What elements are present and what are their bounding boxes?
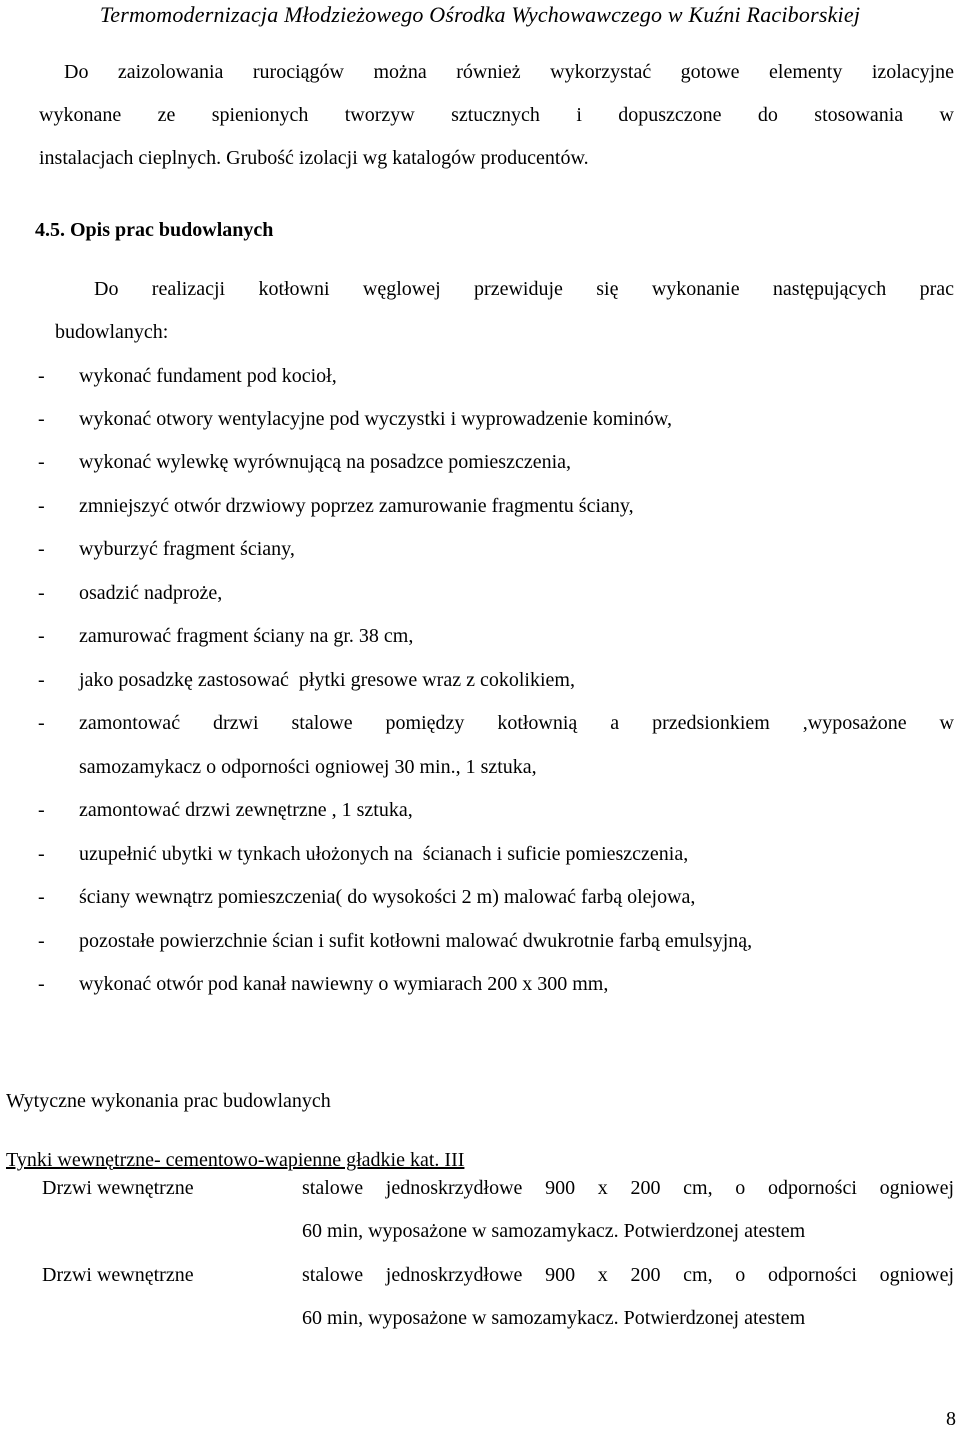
- list-bullet: -: [38, 495, 45, 517]
- list-bullet: -: [38, 843, 45, 865]
- door-spec-line: 60 min, wyposażone w samozamykacz. Potwierdzonej atestem: [302, 1220, 806, 1242]
- door-spec-line: stalowe jednoskrzydłowe 900 x 200 cm, o odporności ogniowej: [302, 1264, 954, 1286]
- list-bullet: -: [38, 669, 45, 691]
- door-label: Drzwi wewnętrzne: [42, 1177, 194, 1199]
- document-header: Termomodernizacja Młodzieżowego Ośrodka Wychowawczego w Kuźni Raciborskiej: [99, 2, 861, 27]
- list-bullet: -: [38, 973, 45, 995]
- door-label: Drzwi wewnętrzne: [42, 1264, 194, 1286]
- list-bullet: -: [38, 799, 45, 821]
- list-item-continuation: samozamykacz o odporności ogniowej 30 min., 1 sztuka,: [79, 756, 537, 778]
- list-item: wykonać wylewkę wyrównującą na posadzce pomieszczenia,: [79, 451, 572, 473]
- list-item: wykonać otwory wentylacyjne pod wyczystki i wyprowadzenie kominów,: [79, 408, 672, 430]
- list-item: osadzić nadproże,: [79, 582, 223, 604]
- list-item: zamontować drzwi zewnętrzne , 1 sztuka,: [79, 799, 413, 821]
- intro-line-2: wykonane ze spienionych tworzyw sztucznych i dopuszczone do stosowania w: [39, 104, 954, 126]
- list-bullet: -: [38, 886, 45, 908]
- list-item: wykonać fundament pod kocioł,: [79, 365, 337, 387]
- section-lead-line-1: Do realizacji kotłowni węglowej przewiduje się wykonanie następujących prac: [94, 278, 954, 300]
- list-bullet: -: [38, 365, 45, 387]
- intro-line-3: instalacjach cieplnych. Grubość izolacji wg katalogów producentów.: [39, 147, 589, 169]
- list-item: zmniejszyć otwór drzwiowy poprzez zamurowanie fragmentu ściany,: [79, 495, 634, 517]
- page-number: 8: [946, 1408, 956, 1430]
- guidelines-title: Wytyczne wykonania prac budowlanych: [6, 1090, 331, 1112]
- list-bullet: -: [38, 582, 45, 604]
- list-item: jako posadzkę zastosować płytki gresowe wraz z cokolikiem,: [79, 669, 575, 691]
- list-bullet: -: [38, 451, 45, 473]
- list-bullet: -: [38, 408, 45, 430]
- list-item: zamurować fragment ściany na gr. 38 cm,: [79, 625, 414, 647]
- section-lead-line-2: budowlanych:: [55, 321, 169, 343]
- plaster-spec: Tynki wewnętrzne- cementowo-wapienne gładkie kat. III: [6, 1149, 465, 1171]
- section-heading: 4.5. Opis prac budowlanych: [35, 219, 274, 241]
- list-item: zamontować drzwi stalowe pomiędzy kotłownią a przedsionkiem ,wyposażone w: [79, 712, 954, 734]
- list-item: ściany wewnątrz pomieszczenia( do wysokości 2 m) malować farbą olejowa,: [79, 886, 696, 908]
- list-bullet: -: [38, 712, 45, 734]
- list-item: pozostałe powierzchnie ścian i sufit kotłowni malować dwukrotnie farbą emulsyjną,: [79, 930, 753, 952]
- list-bullet: -: [38, 625, 45, 647]
- list-item: wyburzyć fragment ściany,: [79, 538, 295, 560]
- intro-line-1: Do zaizolowania rurociągów można również wykorzystać gotowe elementy izolacyjne: [64, 61, 954, 83]
- list-item: uzupełnić ubytki w tynkach ułożonych na ścianach i suficie pomieszczenia,: [79, 843, 689, 865]
- door-spec-line: 60 min, wyposażone w samozamykacz. Potwierdzonej atestem: [302, 1307, 806, 1329]
- list-item: wykonać otwór pod kanał nawiewny o wymiarach 200 x 300 mm,: [79, 973, 609, 995]
- list-bullet: -: [38, 538, 45, 560]
- list-bullet: -: [38, 930, 45, 952]
- door-spec-line: stalowe jednoskrzydłowe 900 x 200 cm, o odporności ogniowej: [302, 1177, 954, 1199]
